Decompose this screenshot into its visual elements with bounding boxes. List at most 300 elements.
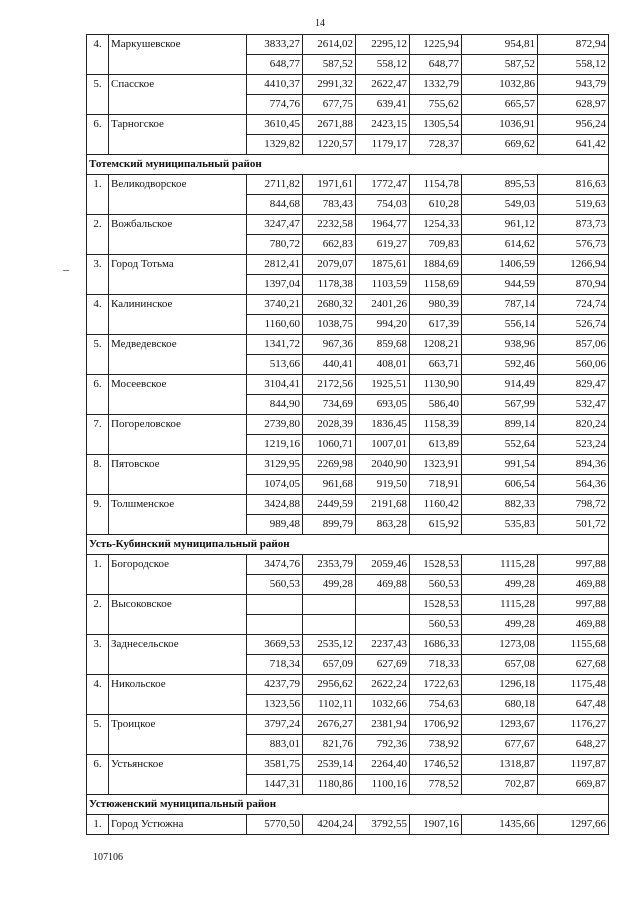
value-cell: 3424,88 — [247, 495, 303, 515]
value-cell: 798,72 — [538, 495, 609, 515]
value-cell: 680,18 — [462, 695, 538, 715]
value-cell: 1323,91 — [410, 455, 462, 475]
settlement-name-empty — [109, 95, 247, 115]
value-cell: 1180,86 — [303, 775, 356, 795]
value-cell: 592,46 — [462, 355, 538, 375]
value-cell: 613,89 — [410, 435, 462, 455]
value-cell: 606,54 — [462, 475, 538, 495]
value-cell: 938,96 — [462, 335, 538, 355]
row-number: 7. — [87, 415, 109, 435]
value-cell: 718,34 — [247, 655, 303, 675]
table-row — [87, 275, 609, 295]
value-cell: 560,53 — [247, 575, 303, 595]
value-cell: 2401,26 — [356, 295, 410, 315]
value-cell: 718,33 — [410, 655, 462, 675]
value-cell: 1038,75 — [303, 315, 356, 335]
row-number-empty — [87, 195, 109, 215]
value-cell: 1875,61 — [356, 255, 410, 275]
row-number-empty — [87, 355, 109, 375]
value-cell: 820,24 — [538, 415, 609, 435]
value-cell: 2711,82 — [247, 175, 303, 195]
settlement-name-empty — [109, 655, 247, 675]
value-cell: 2539,14 — [303, 755, 356, 775]
value-cell: 3797,24 — [247, 715, 303, 735]
value-cell: 961,12 — [462, 215, 538, 235]
row-number: 2. — [87, 595, 109, 615]
value-cell: 3833,27 — [247, 35, 303, 55]
row-number-empty — [87, 515, 109, 535]
value-cell: 556,14 — [462, 315, 538, 335]
value-cell: 2423,15 — [356, 115, 410, 135]
value-cell: 1318,87 — [462, 755, 538, 775]
value-cell: 2381,94 — [356, 715, 410, 735]
table-row — [87, 735, 609, 755]
value-cell: 2040,90 — [356, 455, 410, 475]
value-cell: 619,27 — [356, 235, 410, 255]
value-cell: 1266,94 — [538, 255, 609, 275]
value-cell: 564,36 — [538, 475, 609, 495]
table-row — [87, 495, 609, 515]
value-cell: 859,68 — [356, 335, 410, 355]
value-cell: 2956,62 — [303, 675, 356, 695]
value-cell: 844,68 — [247, 195, 303, 215]
table-row — [87, 115, 609, 135]
table-row — [87, 95, 609, 115]
section-header-row — [87, 155, 609, 175]
table-row — [87, 675, 609, 695]
value-cell: 523,24 — [538, 435, 609, 455]
value-cell: 738,92 — [410, 735, 462, 755]
value-cell: 1175,48 — [538, 675, 609, 695]
table-row — [87, 235, 609, 255]
value-cell: 1178,38 — [303, 275, 356, 295]
settlement-name-empty — [109, 775, 247, 795]
value-cell: 1103,59 — [356, 275, 410, 295]
value-cell: 1722,63 — [410, 675, 462, 695]
row-number: 9. — [87, 495, 109, 515]
value-cell: 615,92 — [410, 515, 462, 535]
value-cell: 1060,71 — [303, 435, 356, 455]
value-cell: 919,50 — [356, 475, 410, 495]
value-cell: 587,52 — [303, 55, 356, 75]
value-cell: 774,76 — [247, 95, 303, 115]
table-row — [87, 395, 609, 415]
table-row — [87, 575, 609, 595]
value-cell: 780,72 — [247, 235, 303, 255]
value-cell: 3740,21 — [247, 295, 303, 315]
value-cell: 2739,80 — [247, 415, 303, 435]
value-cell: 519,63 — [538, 195, 609, 215]
row-number: 1. — [87, 815, 109, 835]
row-number-empty — [87, 435, 109, 455]
value-cell: 1115,28 — [462, 555, 538, 575]
value-cell: 677,67 — [462, 735, 538, 755]
row-number-empty — [87, 315, 109, 335]
value-cell: 586,40 — [410, 395, 462, 415]
settlement-name: Погореловское — [109, 415, 247, 435]
row-number: 5. — [87, 75, 109, 95]
row-number-empty — [87, 655, 109, 675]
value-cell: 844,90 — [247, 395, 303, 415]
value-cell: 665,57 — [462, 95, 538, 115]
value-cell: 863,28 — [356, 515, 410, 535]
value-cell: 1160,42 — [410, 495, 462, 515]
value-cell: 1323,56 — [247, 695, 303, 715]
value-cell: 3474,76 — [247, 555, 303, 575]
value-cell: 513,66 — [247, 355, 303, 375]
row-number: 4. — [87, 675, 109, 695]
table-row — [87, 695, 609, 715]
value-cell: 1305,54 — [410, 115, 462, 135]
row-number: 1. — [87, 175, 109, 195]
value-cell: 552,64 — [462, 435, 538, 455]
table-row — [87, 615, 609, 635]
value-cell: 669,87 — [538, 775, 609, 795]
value-cell: 1036,91 — [462, 115, 538, 135]
table-row — [87, 775, 609, 795]
value-cell: 2079,07 — [303, 255, 356, 275]
value-cell: 1158,69 — [410, 275, 462, 295]
section-title: Тотемский муниципальный район — [87, 155, 609, 175]
value-cell: 549,03 — [462, 195, 538, 215]
row-number: 6. — [87, 755, 109, 775]
settlement-name-empty — [109, 575, 247, 595]
row-number: 4. — [87, 35, 109, 55]
value-cell: 1179,17 — [356, 135, 410, 155]
value-cell: 2353,79 — [303, 555, 356, 575]
value-cell — [356, 595, 410, 615]
value-cell: 1154,78 — [410, 175, 462, 195]
value-cell: 469,88 — [356, 575, 410, 595]
settlement-name: Город Тотьма — [109, 255, 247, 275]
settlement-name: Никольское — [109, 675, 247, 695]
table-row — [87, 375, 609, 395]
value-cell: 1447,31 — [247, 775, 303, 795]
settlement-name: Пятовское — [109, 455, 247, 475]
table-row — [87, 135, 609, 155]
value-cell: 669,62 — [462, 135, 538, 155]
value-cell: 2172,56 — [303, 375, 356, 395]
value-cell: 614,62 — [462, 235, 538, 255]
value-cell: 991,54 — [462, 455, 538, 475]
row-number-empty — [87, 135, 109, 155]
value-cell: 787,14 — [462, 295, 538, 315]
row-number-empty — [87, 475, 109, 495]
value-cell: 1341,72 — [247, 335, 303, 355]
value-cell: 3610,45 — [247, 115, 303, 135]
table-row — [87, 75, 609, 95]
value-cell: 967,36 — [303, 335, 356, 355]
table-row — [87, 555, 609, 575]
value-cell: 4204,24 — [303, 815, 356, 835]
value-cell: 4237,79 — [247, 675, 303, 695]
row-number-empty — [87, 235, 109, 255]
row-number-empty — [87, 615, 109, 635]
value-cell: 2237,43 — [356, 635, 410, 655]
value-cell: 499,28 — [462, 615, 538, 635]
value-cell: 944,59 — [462, 275, 538, 295]
value-cell: 792,36 — [356, 735, 410, 755]
value-cell: 2264,40 — [356, 755, 410, 775]
value-cell: 663,71 — [410, 355, 462, 375]
value-cell: 734,69 — [303, 395, 356, 415]
value-cell: 499,28 — [303, 575, 356, 595]
section-header-row — [87, 795, 609, 815]
value-cell: 709,83 — [410, 235, 462, 255]
row-number-empty — [87, 575, 109, 595]
value-cell: 2449,59 — [303, 495, 356, 515]
value-cell: 2191,68 — [356, 495, 410, 515]
value-cell: 2614,02 — [303, 35, 356, 55]
settlement-name: Мосеевское — [109, 375, 247, 395]
row-number-empty — [87, 695, 109, 715]
value-cell: 628,97 — [538, 95, 609, 115]
value-cell: 870,94 — [538, 275, 609, 295]
table-row — [87, 315, 609, 335]
value-cell: 3669,53 — [247, 635, 303, 655]
value-cell: 1074,05 — [247, 475, 303, 495]
value-cell: 587,52 — [462, 55, 538, 75]
table-row — [87, 635, 609, 655]
value-cell: 560,53 — [410, 615, 462, 635]
margin-mark — [63, 270, 69, 271]
table-row — [87, 815, 609, 835]
value-cell: 1197,87 — [538, 755, 609, 775]
table-row — [87, 255, 609, 275]
value-cell: 718,91 — [410, 475, 462, 495]
table-row — [87, 175, 609, 195]
table-row — [87, 435, 609, 455]
value-cell: 1158,39 — [410, 415, 462, 435]
settlement-name-empty — [109, 475, 247, 495]
value-cell: 1208,21 — [410, 335, 462, 355]
value-cell — [247, 595, 303, 615]
tariff-table — [86, 34, 609, 835]
value-cell: 408,01 — [356, 355, 410, 375]
value-cell: 2991,32 — [303, 75, 356, 95]
value-cell: 1296,18 — [462, 675, 538, 695]
value-cell: 677,75 — [303, 95, 356, 115]
value-cell: 2622,47 — [356, 75, 410, 95]
value-cell: 576,73 — [538, 235, 609, 255]
value-cell: 1406,59 — [462, 255, 538, 275]
settlement-name: Спасское — [109, 75, 247, 95]
value-cell: 532,47 — [538, 395, 609, 415]
value-cell: 829,47 — [538, 375, 609, 395]
row-number-empty — [87, 775, 109, 795]
value-cell: 1964,77 — [356, 215, 410, 235]
value-cell: 873,73 — [538, 215, 609, 235]
value-cell: 754,03 — [356, 195, 410, 215]
value-cell: 1160,60 — [247, 315, 303, 335]
value-cell: 469,88 — [538, 615, 609, 635]
settlement-name-empty — [109, 135, 247, 155]
table-row — [87, 35, 609, 55]
settlement-name-empty — [109, 615, 247, 635]
value-cell: 1293,67 — [462, 715, 538, 735]
value-cell: 2535,12 — [303, 635, 356, 655]
value-cell: 610,28 — [410, 195, 462, 215]
row-number: 5. — [87, 335, 109, 355]
table-row — [87, 415, 609, 435]
row-number: 8. — [87, 455, 109, 475]
settlement-name-empty — [109, 735, 247, 755]
value-cell: 560,53 — [410, 575, 462, 595]
table-row — [87, 755, 609, 775]
value-cell: 894,36 — [538, 455, 609, 475]
value-cell: 1772,47 — [356, 175, 410, 195]
settlement-name: Высоковское — [109, 595, 247, 615]
value-cell: 558,12 — [538, 55, 609, 75]
value-cell: 2622,24 — [356, 675, 410, 695]
value-cell: 693,05 — [356, 395, 410, 415]
value-cell: 2676,27 — [303, 715, 356, 735]
value-cell: 755,62 — [410, 95, 462, 115]
value-cell: 560,06 — [538, 355, 609, 375]
value-cell: 883,01 — [247, 735, 303, 755]
value-cell: 899,79 — [303, 515, 356, 535]
value-cell: 1907,16 — [410, 815, 462, 835]
table-row — [87, 475, 609, 495]
value-cell: 2028,39 — [303, 415, 356, 435]
value-cell: 2232,58 — [303, 215, 356, 235]
table-row — [87, 295, 609, 315]
value-cell: 754,63 — [410, 695, 462, 715]
value-cell: 1115,28 — [462, 595, 538, 615]
settlement-name-empty — [109, 395, 247, 415]
value-cell: 989,48 — [247, 515, 303, 535]
value-cell: 648,27 — [538, 735, 609, 755]
value-cell: 662,83 — [303, 235, 356, 255]
value-cell: 783,43 — [303, 195, 356, 215]
value-cell: 994,20 — [356, 315, 410, 335]
value-cell: 961,68 — [303, 475, 356, 495]
value-cell: 956,24 — [538, 115, 609, 135]
value-cell: 3104,41 — [247, 375, 303, 395]
value-cell: 997,88 — [538, 595, 609, 615]
value-cell: 3129,95 — [247, 455, 303, 475]
value-cell: 2812,41 — [247, 255, 303, 275]
value-cell: 499,28 — [462, 575, 538, 595]
row-number-empty — [87, 395, 109, 415]
row-number: 3. — [87, 255, 109, 275]
settlement-name: Медведевское — [109, 335, 247, 355]
value-cell: 440,41 — [303, 355, 356, 375]
document-code: 107106 — [93, 852, 123, 863]
settlement-name-empty — [109, 275, 247, 295]
table-row — [87, 215, 609, 235]
value-cell: 1435,66 — [462, 815, 538, 835]
row-number: 6. — [87, 375, 109, 395]
table-row — [87, 655, 609, 675]
value-cell: 501,72 — [538, 515, 609, 535]
row-number-empty — [87, 735, 109, 755]
value-cell: 2269,98 — [303, 455, 356, 475]
value-cell: 5770,50 — [247, 815, 303, 835]
value-cell: 857,06 — [538, 335, 609, 355]
value-cell: 1329,82 — [247, 135, 303, 155]
value-cell: 1528,53 — [410, 555, 462, 575]
settlement-name-empty — [109, 435, 247, 455]
settlement-name: Город Устюжна — [109, 815, 247, 835]
table-row — [87, 55, 609, 75]
settlement-name: Троицкое — [109, 715, 247, 735]
value-cell: 954,81 — [462, 35, 538, 55]
value-cell: 1176,27 — [538, 715, 609, 735]
value-cell: 728,37 — [410, 135, 462, 155]
value-cell: 3247,47 — [247, 215, 303, 235]
value-cell: 1397,04 — [247, 275, 303, 295]
value-cell: 535,83 — [462, 515, 538, 535]
value-cell: 1528,53 — [410, 595, 462, 615]
value-cell: 2680,32 — [303, 295, 356, 315]
value-cell: 567,99 — [462, 395, 538, 415]
settlement-name: Тарногское — [109, 115, 247, 135]
value-cell: 821,76 — [303, 735, 356, 755]
value-cell: 647,48 — [538, 695, 609, 715]
value-cell: 3792,55 — [356, 815, 410, 835]
value-cell: 702,87 — [462, 775, 538, 795]
value-cell: 997,88 — [538, 555, 609, 575]
settlement-name: Богородское — [109, 555, 247, 575]
value-cell: 627,68 — [538, 655, 609, 675]
settlement-name: Толшменское — [109, 495, 247, 515]
value-cell: 1706,92 — [410, 715, 462, 735]
value-cell: 2295,12 — [356, 35, 410, 55]
settlement-name: Калининское — [109, 295, 247, 315]
value-cell: 1273,08 — [462, 635, 538, 655]
table-row — [87, 455, 609, 475]
settlement-name-empty — [109, 355, 247, 375]
settlement-name-empty — [109, 55, 247, 75]
value-cell: 1254,33 — [410, 215, 462, 235]
settlement-name: Великодворское — [109, 175, 247, 195]
settlement-name-empty — [109, 695, 247, 715]
value-cell — [247, 615, 303, 635]
value-cell: 778,52 — [410, 775, 462, 795]
value-cell: 1130,90 — [410, 375, 462, 395]
settlement-name-empty — [109, 315, 247, 335]
settlement-name: Вожбальское — [109, 215, 247, 235]
value-cell: 980,39 — [410, 295, 462, 315]
value-cell — [356, 615, 410, 635]
value-cell: 1297,66 — [538, 815, 609, 835]
value-cell: 1686,33 — [410, 635, 462, 655]
value-cell: 943,79 — [538, 75, 609, 95]
value-cell: 1032,66 — [356, 695, 410, 715]
value-cell: 657,09 — [303, 655, 356, 675]
table-row — [87, 595, 609, 615]
value-cell: 641,42 — [538, 135, 609, 155]
value-cell: 1225,94 — [410, 35, 462, 55]
settlement-name: Заднесельское — [109, 635, 247, 655]
value-cell: 648,77 — [410, 55, 462, 75]
row-number: 2. — [87, 215, 109, 235]
table-row — [87, 515, 609, 535]
row-number: 3. — [87, 635, 109, 655]
row-number: 1. — [87, 555, 109, 575]
row-number-empty — [87, 55, 109, 75]
table-row — [87, 715, 609, 735]
value-cell: 816,63 — [538, 175, 609, 195]
table-row — [87, 195, 609, 215]
row-number-empty — [87, 95, 109, 115]
value-cell: 3581,75 — [247, 755, 303, 775]
settlement-name: Маркушевское — [109, 35, 247, 55]
section-title: Устюженский муниципальный район — [87, 795, 609, 815]
value-cell: 1102,11 — [303, 695, 356, 715]
value-cell: 1219,16 — [247, 435, 303, 455]
